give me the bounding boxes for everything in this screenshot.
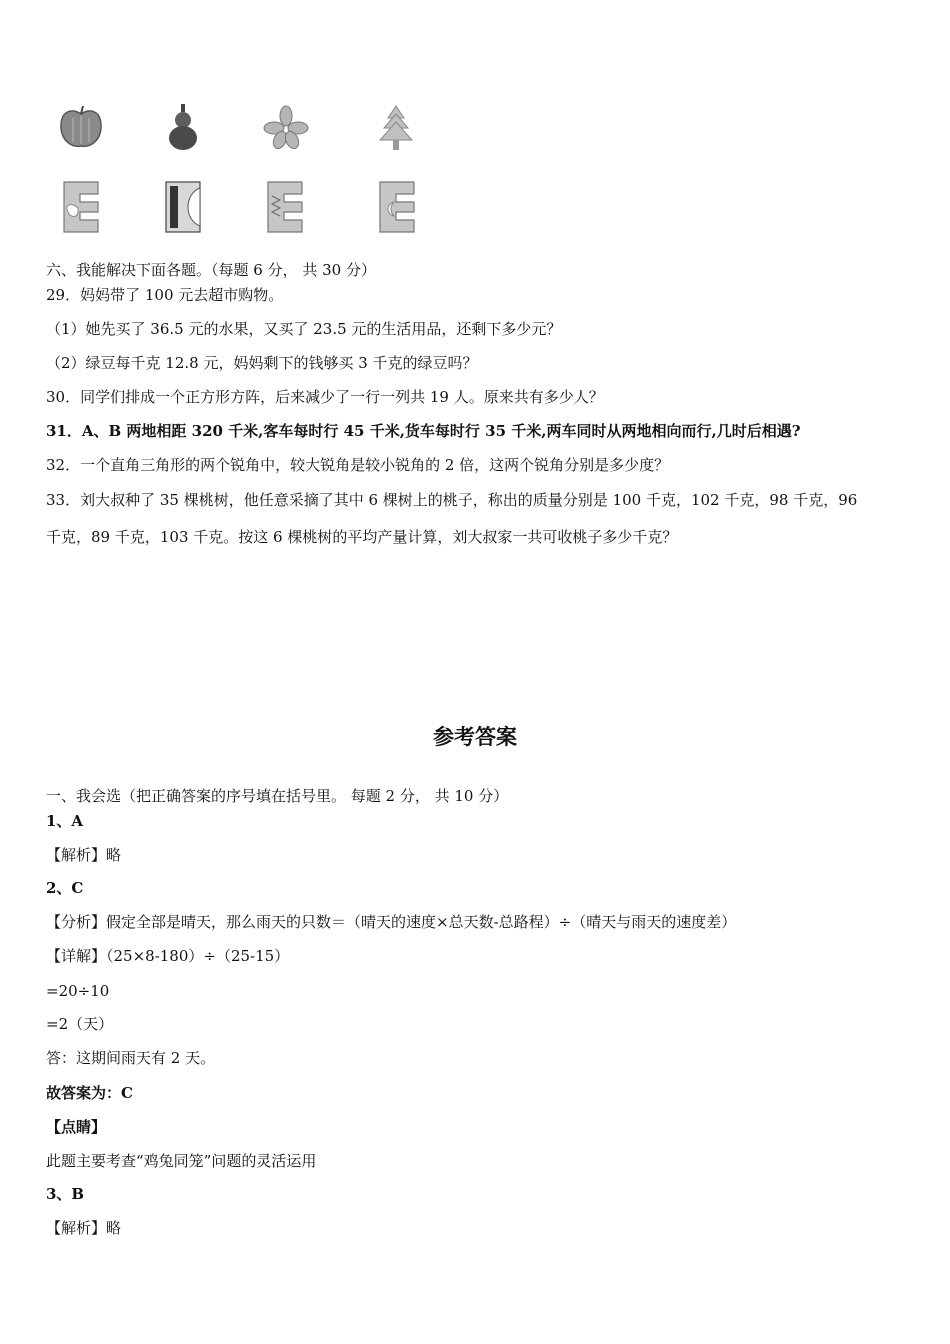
question-29-part-1: （1）她先买了 36.5 元的水果，又买了 23.5 元的生活用品，还剩下多少元？ <box>46 320 562 338</box>
question-31: 31．A、B 两地相距 320 千米,客车每时行 45 千米,货车每时行 35 千米,两车同时从两地相向而行,几时后相遇? <box>46 422 801 440</box>
question-32: 32．一个直角三角形的两个锐角中，较大锐角是较小锐角的 2 倍，这两个锐角分别是多少度？ <box>46 456 670 474</box>
question-33-line-2: 千克，89 千克，103 千克。按这 6 棵桃树的平均产量计算，刘大叔家一共可收桃子多少千克？ <box>46 528 678 546</box>
question-33-line-1: 33．刘大叔种了 35 棵桃树，他任意采摘了其中 6 棵树上的桃子，称出的质量分别是 100 千克，102 千克，98 千克，96 <box>46 491 858 509</box>
answer-2-reply: 答：这期间雨天有 2 天。 <box>46 1049 216 1067</box>
question-29: 29．妈妈带了 100 元去超市购物。 <box>46 286 284 304</box>
answers-title: 参考答案 <box>433 725 517 749</box>
answer-1-analysis: 【解析】略 <box>46 846 122 864</box>
answer-3-analysis: 【解析】略 <box>46 1219 122 1237</box>
answers-section1-heading: 一、我会选（把正确答案的序号填在括号里。 每题 2 分， 共 10 分） <box>46 787 509 805</box>
question-29-part-2: （2）绿豆每千克 12.8 元，妈妈剩下的钱够买 3 千克的绿豆吗？ <box>46 354 478 372</box>
section6-heading: 六、我能解决下面各题。（每题 6 分， 共 30 分） <box>46 261 376 279</box>
answer-2-note: 此题主要考查“鸡兔同笼”问题的灵活运用 <box>46 1152 317 1170</box>
flower-shape-image <box>258 100 314 156</box>
answer-2-detail: 【详解】（25×8-180）÷（25-15） <box>46 947 290 965</box>
answer-2-analysis: 【分析】假定全部是晴天，那么雨天的只数＝（晴天的速度×总天数-总路程）÷（晴天与雨天的速度差） <box>46 913 737 931</box>
answer-3: 3、B <box>46 1185 85 1203</box>
card-E-zigzag-cut-image <box>262 178 312 236</box>
card-E-crescent-cut-image <box>374 178 424 236</box>
answer-2-step-2: =2（天） <box>46 1015 114 1033</box>
card-E-apple-cut-image <box>58 178 108 236</box>
answer-2-pointer: 【点睛】 <box>46 1118 107 1136</box>
gourd-shape-image <box>155 100 211 156</box>
apple-shape-image <box>53 100 109 156</box>
tree-shape-image <box>368 100 424 156</box>
answer-2-final: 故答案为：C <box>46 1084 133 1102</box>
answer-2-step-1: =20÷10 <box>46 982 110 1000</box>
answer-2: 2、C <box>46 879 84 897</box>
card-moon-cut-image <box>160 178 210 236</box>
question-30: 30．同学们排成一个正方形方阵，后来减少了一行一列共 19 人。原来共有多少人？ <box>46 388 604 406</box>
answer-1: 1、A <box>46 812 84 830</box>
